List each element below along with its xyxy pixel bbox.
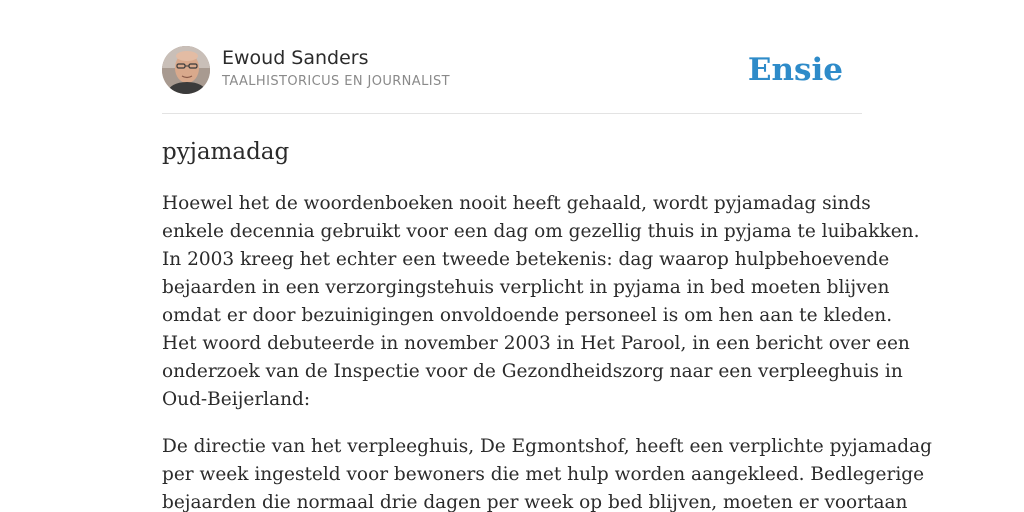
author-name[interactable]: Ewoud Sanders [222,47,369,69]
author-avatar[interactable] [162,46,210,94]
header-divider [162,113,862,114]
author-header [162,46,862,96]
paragraph-line: omdat er door bezuinigingen onvoldoende personeel is om hen aan te kleden. [162,305,893,326]
paragraph-line: Oud-Beijerland: [162,389,311,410]
paragraph-line: bejaarden in een verzorgingstehuis verplicht in pyjama in bed moeten blijven [162,277,890,298]
paragraph-line: onderzoek van de Inspectie voor de Gezondheidszorg naar een verpleeghuis in [162,361,903,382]
article-quote-paragraph [162,433,932,512]
paragraph-line: per week ingesteld voor bewoners die met hulp worden aangekleed. Bedlegerige [162,464,925,485]
article-title: pyjamadag [162,139,290,165]
ensie-logo-link[interactable]: Ensie [747,52,843,88]
paragraph-line: In 2003 kreeg het echter een tweede betekenis: dag waarop hulpbehoevende [162,249,890,270]
paragraph-line: enkele decennia gebruikt voor een dag om gezellig thuis in pyjama te luibakken. [162,221,920,242]
paragraph-line: De directie van het verpleeghuis, De Egmontshof, heeft een verplichte pyjamadag [162,436,932,457]
author-role: TAALHISTORICUS EN JOURNALIST [222,74,450,89]
paragraph-line: Hoewel het de woordenboeken nooit heeft gehaald, wordt pyjamadag sinds [162,193,871,214]
paragraph-line: Het woord debuteerde in november 2003 in Het Parool, in een bericht over een [162,333,910,354]
avatar-portrait-image [162,46,210,94]
article-paragraph-1 [162,190,920,414]
paragraph-line: bejaarden die normaal drie dagen per week op bed blijven, moeten er voortaan [162,492,908,512]
